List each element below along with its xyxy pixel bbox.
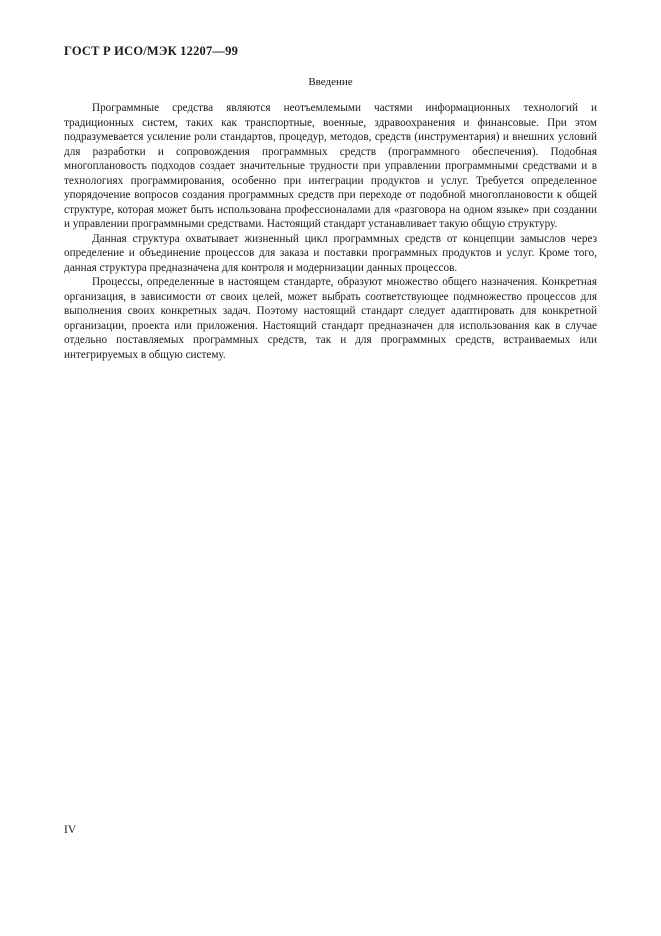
page-number: IV	[64, 824, 77, 836]
paragraph: Программные средства являются неотъемлемыми частями информационных технологий и традиционных систем, таких как транспортные, военные, здравоохранения и финансовые. При этом подразумевается усиление роли стандартов, процедур, методов, средств (инструментария) и внешних условий для разработки и сопровождения программных средств (программного обеспечения). Подобная многоплановость подходов создает значительные трудности при управлении программными средствами и в технологиях программирования, особенно при интеграции продуктов и услуг. Требуется определенное упорядочение вопросов создания программных средств при переходе от подобной многоплановости к общей структуре, которая может быть использована профессионалами для «разговора на одном языке» при создании и управлении программными средствами. Настоящий стандарт устанавливает такую общую структуру.	[64, 102, 597, 230]
body-text	[64, 101, 597, 362]
section-title: Введение	[308, 76, 353, 88]
paragraph: Процессы, определенные в настоящем стандарте, образуют множество общего назначения. Конкретная организация, в зависимости от своих целей, может выбрать соответствующее подмножество процессов для выполнения своих конкретных задач. Поэтому настоящий стандарт следует адаптировать для конкретной организации, проекта или приложения. Настоящий стандарт предназначен для использования как в случае отдельно поставляемых программных средств, так и для программных средств, встраиваемых или интегрируемых в общую систему.	[64, 276, 597, 361]
document-code: ГОСТ Р ИСО/МЭК 12207—99	[64, 44, 239, 58]
paragraph: Данная структура охватывает жизненный цикл программных средств от концепции замыслов через определение и объединение процессов для заказа и поставки программных продуктов и услуг. Кроме того, данная структура предназначена для контроля и модернизации данных процессов.	[64, 232, 597, 274]
